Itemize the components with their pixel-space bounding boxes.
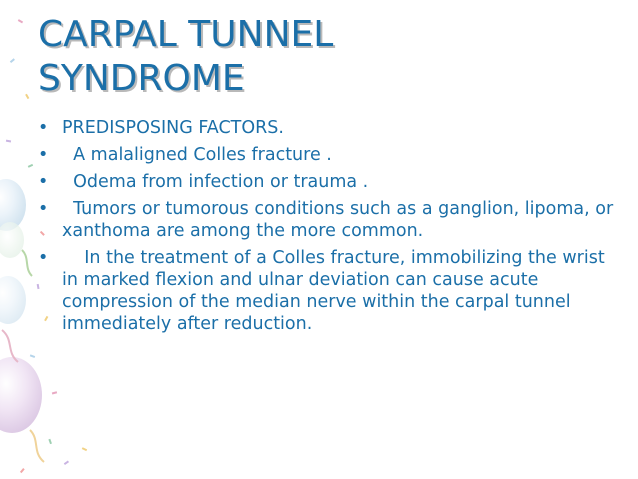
- bullet-marker: •: [38, 145, 49, 165]
- bullet-text: PREDISPOSING FACTORS.: [62, 118, 284, 138]
- bullet-marker: •: [38, 172, 49, 192]
- balloon-shape: [0, 357, 42, 433]
- bullet-text: Odema from infection or trauma .: [62, 172, 369, 192]
- bullet-text: Tumors or tumorous conditions such as a ganglion, lipoma, or xanthoma are among the more common.: [62, 199, 619, 241]
- bullet-item: [36, 198, 619, 242]
- bullet-marker: •: [38, 248, 49, 268]
- slide-title: [38, 13, 598, 101]
- bullet-marker: •: [38, 199, 49, 219]
- slide-title-line-1: CARPAL TUNNEL: [38, 14, 334, 55]
- bullet-item: [36, 117, 616, 139]
- balloon-shape: [0, 179, 26, 231]
- streamer-shape: [2, 330, 18, 362]
- bullet-marker: •: [38, 118, 49, 138]
- slide-title-line-2: SYNDROME: [38, 58, 245, 99]
- bullet-item: [36, 171, 616, 193]
- bullet-text: In the treatment of a Colles fracture, immobilizing the wrist in marked flexion and ulnar deviation can cause acute compression of the median nerve within the carpal tunnel immediately after reduction.: [62, 248, 611, 334]
- bullet-item: [36, 247, 616, 335]
- bullet-text: A malaligned Colles fracture .: [62, 145, 332, 165]
- bullet-item: [36, 144, 616, 166]
- bullet-list: [36, 117, 619, 340]
